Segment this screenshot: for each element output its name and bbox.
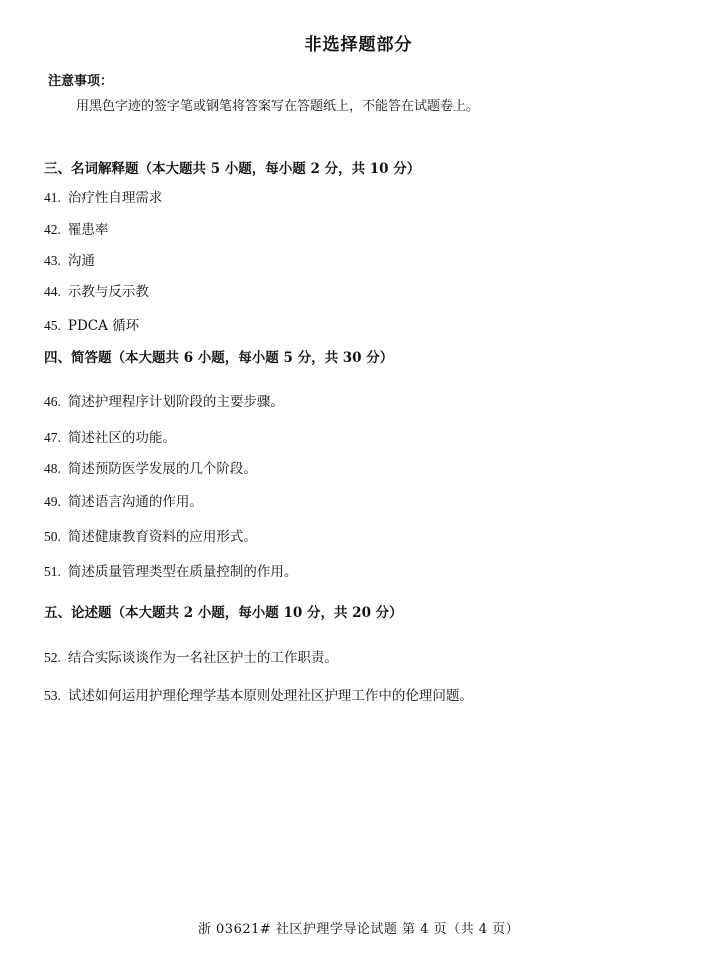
question-number: 41. — [44, 190, 61, 205]
question-text: 简述社区的功能。 — [67, 430, 176, 446]
question-text: 试述如何运用护理伦理学基本原则处理社区护理工作中的伦理问题。 — [67, 688, 473, 704]
question-text: 示教与反示教 — [67, 284, 149, 300]
question-53 — [44, 684, 473, 704]
section-heading-terms: 三、名词解释题（本大题共 5 小题，每小题 2 分，共 10 分） — [44, 161, 421, 177]
question-number: 53. — [44, 688, 61, 703]
question-47 — [44, 426, 176, 446]
page-title: 非选择题部分 — [304, 35, 413, 55]
question-text: 简述语言沟通的作用。 — [67, 494, 203, 510]
question-text: 沟通 — [67, 253, 95, 269]
question-text: PDCA 循环 — [67, 318, 140, 334]
question-49 — [44, 490, 203, 510]
question-text: 简述预防医学发展的几个阶段。 — [67, 461, 257, 477]
question-52 — [44, 646, 338, 666]
question-number: 46. — [44, 394, 61, 409]
page-footer: 浙 03621# 社区护理学导论试题 第 4 页（共 4 页） — [197, 922, 520, 937]
question-46 — [44, 390, 284, 410]
question-text: 结合实际谈谈作为一名社区护士的工作职责。 — [67, 650, 338, 666]
question-42 — [44, 218, 108, 238]
question-text: 简述质量管理类型在质量控制的作用。 — [67, 564, 298, 580]
question-number: 49. — [44, 494, 61, 509]
question-number: 42. — [44, 222, 61, 237]
question-48 — [44, 457, 257, 477]
question-text: 治疗性自理需求 — [67, 190, 163, 206]
question-text: 简述护理程序计划阶段的主要步骤。 — [67, 394, 284, 410]
question-number: 47. — [44, 430, 61, 445]
notice-text: 用黑色字迹的签字笔或钢笔将答案写在答题纸上，不能答在试题卷上。 — [76, 99, 480, 114]
question-number: 43. — [44, 253, 61, 268]
question-number: 52. — [44, 650, 61, 665]
question-number: 44. — [44, 284, 61, 299]
question-50 — [44, 525, 257, 545]
question-44 — [44, 280, 149, 300]
question-number: 50. — [44, 529, 61, 544]
question-number: 48. — [44, 461, 61, 476]
question-45 — [44, 314, 139, 334]
question-43 — [44, 249, 95, 269]
section-heading-short-answer: 四、简答题（本大题共 6 小题，每小题 5 分，共 30 分） — [44, 350, 394, 366]
question-51 — [44, 560, 297, 580]
question-number: 51. — [44, 564, 61, 579]
question-text: 罹患率 — [67, 222, 109, 238]
question-number: 45. — [44, 318, 61, 333]
question-text: 简述健康教育资料的应用形式。 — [67, 529, 257, 545]
section-heading-essay: 五、论述题（本大题共 2 小题，每小题 10 分，共 20 分） — [44, 605, 403, 621]
notice-heading: 注意事项： — [48, 74, 114, 89]
question-41 — [44, 186, 162, 206]
